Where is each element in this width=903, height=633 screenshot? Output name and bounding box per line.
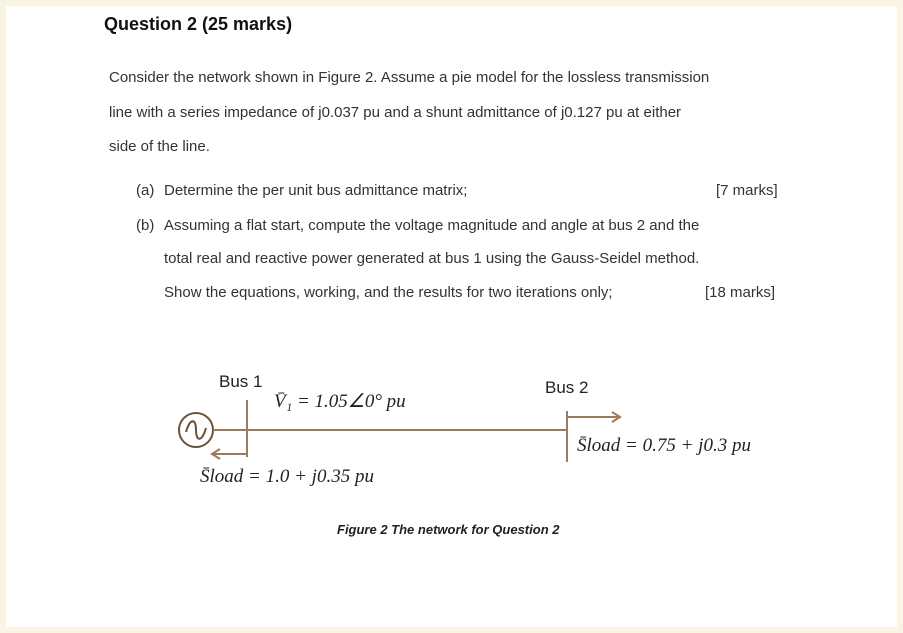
part-b-label: (b) <box>136 217 155 234</box>
figure-caption: Figure 2 The network for Question 2 <box>337 522 560 537</box>
part-b-marks: [18 marks] <box>705 284 776 301</box>
intro-line-3: side of the line. <box>109 138 210 155</box>
intro-line-2: line with a series impedance of j0.037 pu and a shunt admittance of j0.127 pu at either <box>109 104 682 121</box>
intro-line-1: Consider the network shown in Figure 2. Assume a pie model for the lossless transmission <box>109 69 710 86</box>
part-a-text: Determine the per unit bus admittance matrix; <box>164 182 468 199</box>
question-title: Question 2 (25 marks) <box>104 14 293 34</box>
sine-wave-icon <box>186 421 206 439</box>
bus-1-load: S̄load = 1.0 + j0.35 pu <box>200 466 374 487</box>
part-b-line-1: Assuming a flat start, compute the voltage magnitude and angle at bus 2 and the <box>164 217 700 234</box>
part-a-marks: [7 marks] <box>716 182 778 199</box>
part-b-line-3: Show the equations, working, and the results for two iterations only; <box>164 284 613 301</box>
bus-2-load: S̄load = 0.75 + j0.3 pu <box>577 435 751 456</box>
bus-1-label: Bus 1 <box>219 372 263 391</box>
bus-2-label: Bus 2 <box>545 378 589 397</box>
bus-1-voltage: V̄₁ = 1.05∠0° pu <box>274 391 406 412</box>
part-a-label: (a) <box>136 182 155 199</box>
part-b-line-2: total real and reactive power generated at bus 1 using the Gauss-Seidel method. <box>164 250 700 267</box>
